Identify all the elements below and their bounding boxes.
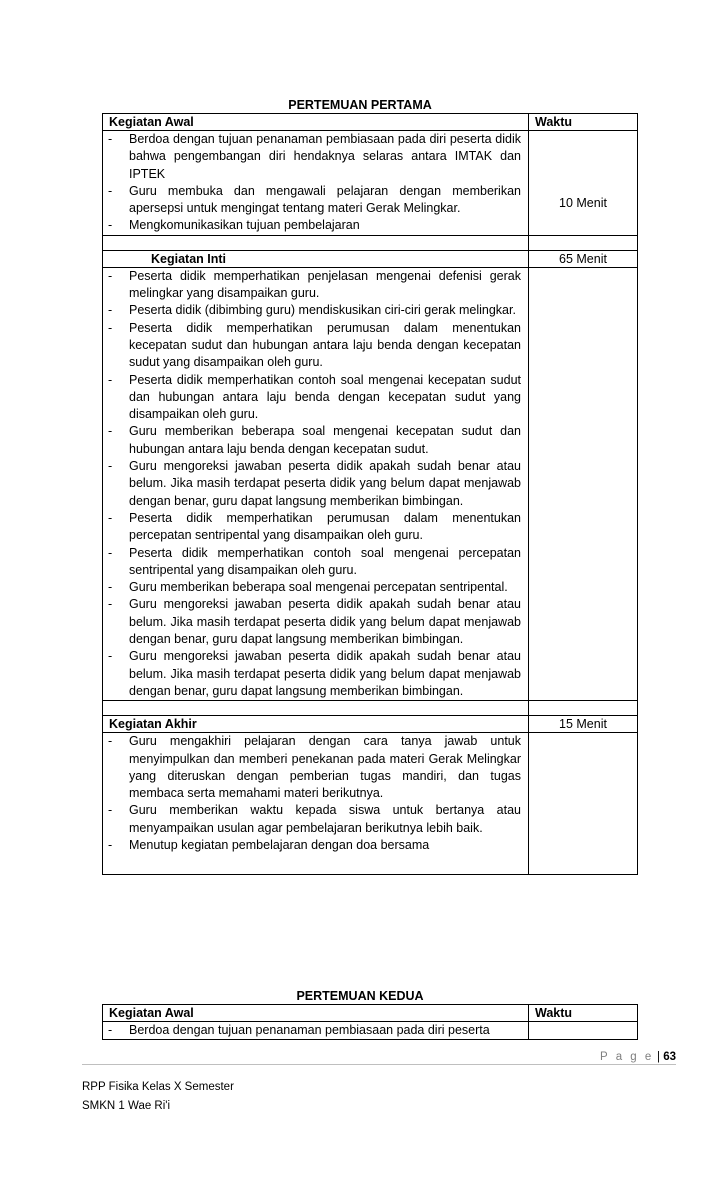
waktu-header: Waktu xyxy=(529,114,638,131)
awal2-time-cell xyxy=(529,1022,638,1040)
list-item: - Menutup kegiatan pembelajaran dengan doa bersama xyxy=(108,837,521,854)
meeting2-title: PERTEMUAN KEDUA xyxy=(296,989,424,1003)
akhir-content-row xyxy=(103,733,638,875)
list-item: - Peserta didik memperhatikan contoh soal mengenai kecepatan sudut dan hubungan antara laju benda dengan kecepatan sudut yang disampaikan oleh guru. xyxy=(108,372,521,424)
list-item: - Guru mengakhiri pelajaran dengan cara tanya jawab untuk menyimpulkan dan memberi penekanan pada materi Gerak Melingkar yang diteruskan dengan pemberian tugas mandiri, dan tugas membaca serta memahami materi berikutnya. xyxy=(108,733,521,802)
list-item: - Guru memberikan beberapa soal mengenai kecepatan sudut dan hubungan antara laju benda dengan kecepatan sudut. xyxy=(108,423,521,458)
awal2-heading: Kegiatan Awal xyxy=(103,1005,529,1022)
list-item: - Peserta didik memperhatikan perumusan dalam menentukan percepatan sentripental yang disampaikan oleh guru. xyxy=(108,510,521,545)
list-item: - Mengkomunikasikan tujuan pembelajaran xyxy=(108,217,521,234)
akhir-heading: Kegiatan Akhir xyxy=(103,716,529,733)
footer-line-1: RPP Fisika Kelas X Semester xyxy=(82,1081,234,1093)
page-number xyxy=(600,1050,676,1064)
akhir-list xyxy=(103,733,528,854)
inti-heading: Kegiatan Inti xyxy=(103,250,529,267)
meeting2-table xyxy=(102,1004,638,1040)
akhir-time: 15 Menit xyxy=(529,716,638,733)
list-item: - Berdoa dengan tujuan penanaman pembiasaan pada diri peserta didik bahwa pengembangan diri hendaknya selaras antara IMTAK dan IPTEK xyxy=(108,131,521,183)
meeting1-title: PERTEMUAN PERTAMA xyxy=(288,98,432,112)
list-item: - Guru mengoreksi jawaban peserta didik apakah sudah benar atau belum. Jika masih terdapat peserta didik yang belum dapat menjawab dengan benar, guru dapat langsung memberikan bimbingan. xyxy=(108,648,521,700)
awal-time-cell xyxy=(529,131,638,236)
awal-content-row xyxy=(103,131,638,236)
list-item: - Peserta didik memperhatikan contoh soal mengenai percepatan sentripental yang disampaikan oleh guru. xyxy=(108,545,521,580)
list-item: - Guru memberikan beberapa soal mengenai percepatan sentripental. xyxy=(108,579,521,596)
list-item: - Guru membuka dan mengawali pelajaran dengan memberikan apersepsi untuk mengingat tentang materi Gerak Melingkar. xyxy=(108,183,521,218)
akhir-header-row xyxy=(103,716,638,733)
page-number-value: 63 xyxy=(663,1051,676,1063)
list-item: - Berdoa dengan tujuan penanaman pembiasaan pada diri peserta xyxy=(108,1022,521,1039)
page-separator: | xyxy=(657,1051,660,1063)
page-label: P a g e xyxy=(600,1051,654,1063)
list-item: - Peserta didik memperhatikan perumusan dalam menentukan kecepatan sudut dan hubungan antara laju benda dengan kecepatan sudut yang disampaikan oleh guru. xyxy=(108,320,521,372)
list-item: - Peserta didik memperhatikan penjelasan mengenai defenisi gerak melingkar yang disampaikan guru. xyxy=(108,268,521,303)
spacer-row xyxy=(103,701,638,716)
awal-list xyxy=(103,131,528,235)
inti-content-row xyxy=(103,267,638,700)
awal-heading: Kegiatan Awal xyxy=(103,114,529,131)
awal2-content-row xyxy=(103,1022,638,1040)
list-item: - Peserta didik (dibimbing guru) mendiskusikan ciri-ciri gerak melingkar. xyxy=(108,302,521,319)
inti-list xyxy=(103,268,528,700)
awal2-header-row xyxy=(103,1005,638,1022)
list-item: - Guru mengoreksi jawaban peserta didik apakah sudah benar atau belum. Jika masih terdapat peserta didik yang belum dapat menjawab dengan benar, guru dapat langsung memberikan bimbingan. xyxy=(108,458,521,510)
waktu2-header: Waktu xyxy=(529,1005,638,1022)
list-item: - Guru memberikan waktu kepada siswa untuk bertanya atau menyampaikan usulan agar pembelajaran berikutnya lebih baik. xyxy=(108,802,521,837)
spacer-row xyxy=(103,235,638,250)
footer-divider xyxy=(82,1064,676,1065)
footer-line-2: SMKN 1 Wae Ri'i xyxy=(82,1100,171,1112)
inti-time-cell xyxy=(529,267,638,700)
inti-header-row xyxy=(103,250,638,267)
inti-time: 65 Menit xyxy=(529,250,638,267)
meeting1-table xyxy=(102,113,638,875)
awal2-list xyxy=(103,1022,528,1039)
awal-header-row xyxy=(103,114,638,131)
list-item: - Guru mengoreksi jawaban peserta didik apakah sudah benar atau belum. Jika masih terdapat peserta didik yang belum dapat menjawab dengan benar, guru dapat langsung memberikan bimbingan. xyxy=(108,596,521,648)
akhir-time-cell xyxy=(529,733,638,875)
awal-time: 10 Menit xyxy=(559,196,607,210)
